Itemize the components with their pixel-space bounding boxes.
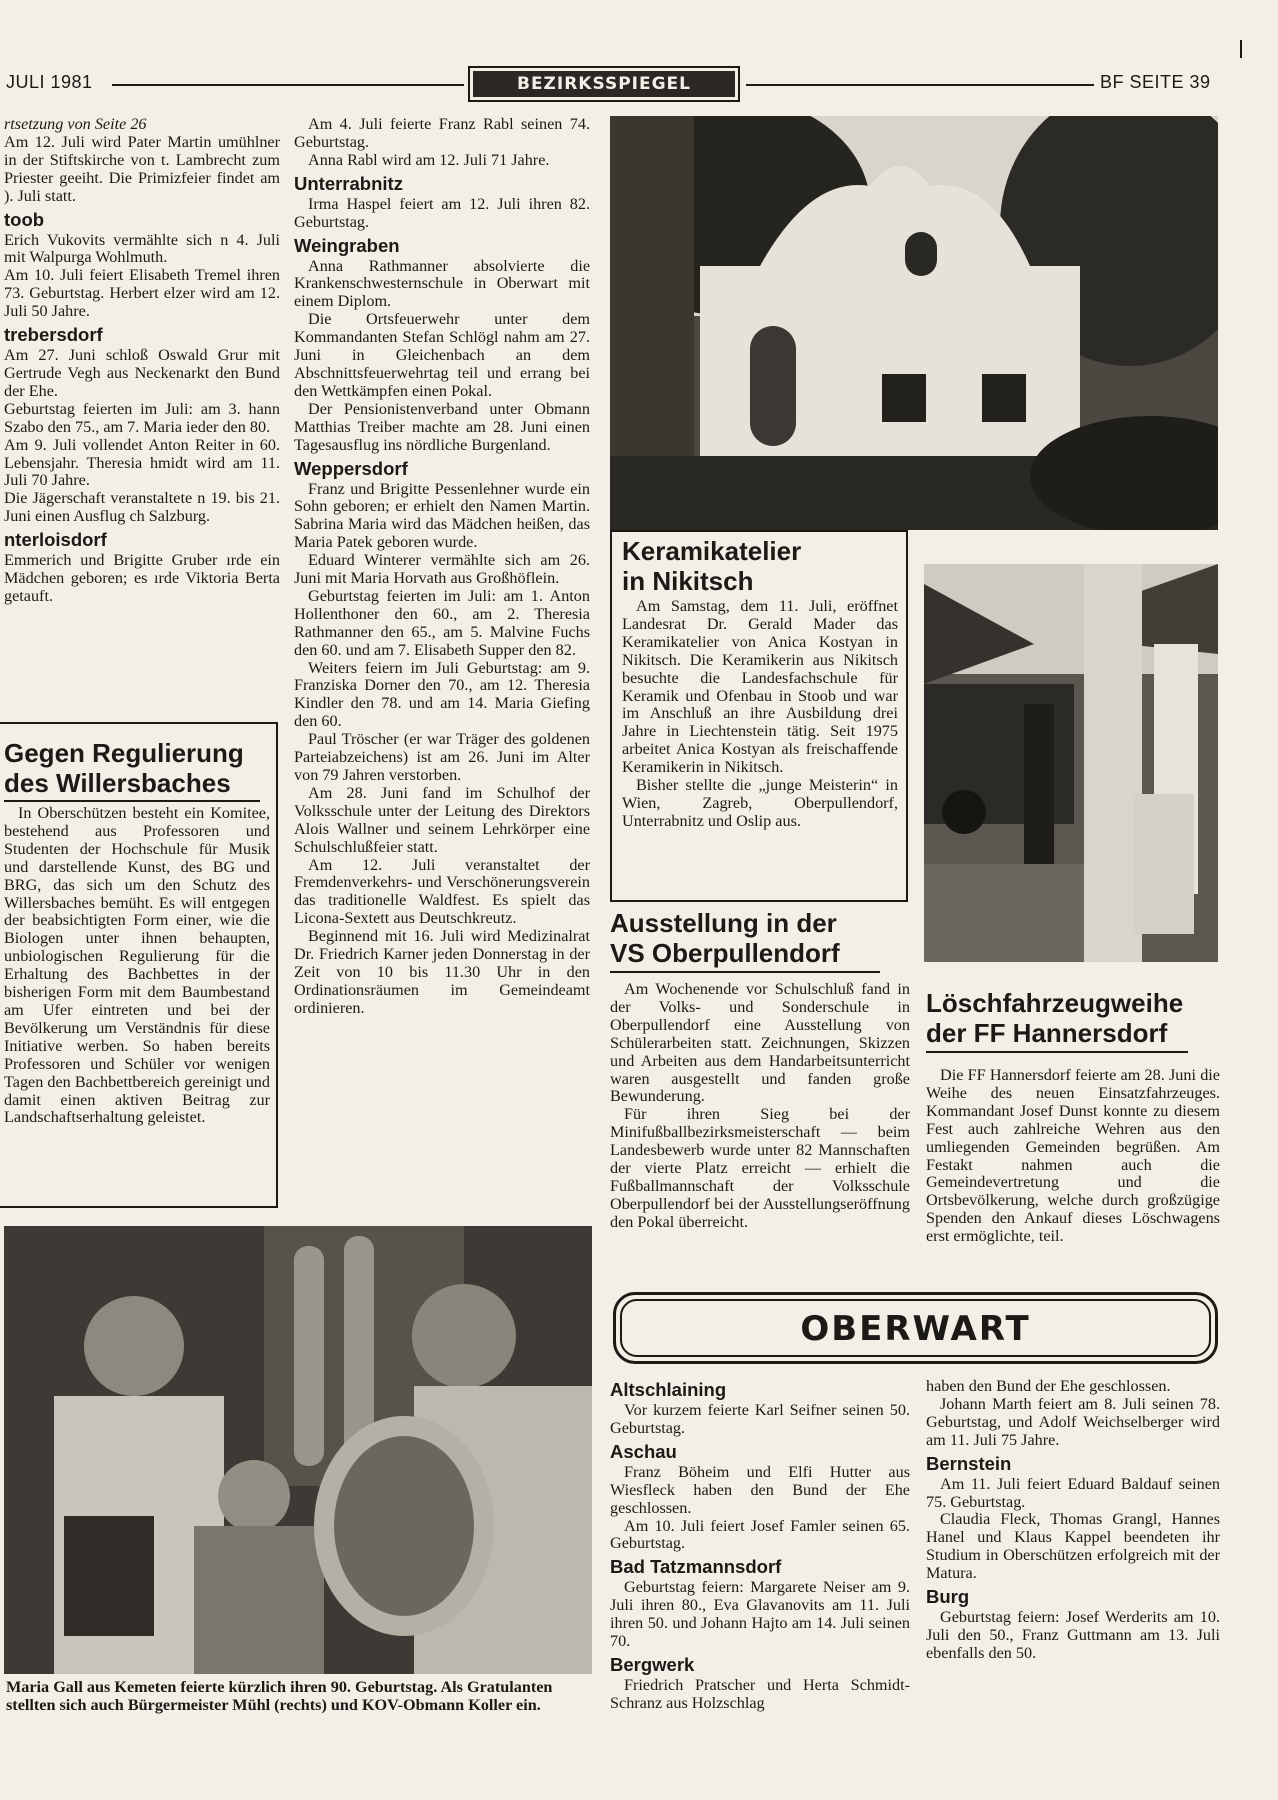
- column-1: [4, 116, 280, 606]
- fire-engine-photo: [924, 564, 1218, 962]
- article-text: haben den Bund der Ehe geschlossen.: [926, 1377, 1171, 1395]
- headline-rule: [610, 971, 880, 973]
- section-banner: [468, 66, 740, 102]
- article-text: Die FF Hannersdorf feierte am 28. Juni die Weihe des neuen Einsatzfahrzeuges. Kommandant Josef Dunst konnte zu diesem Fest auch zahlreiche Wehren aus den umliegenden Gemeinden begrüßen. Am Festakt nahmen auch die Gemeindevertretung und die Ortsbevölkerung, welche durch großzügige Spenden den Ankauf dieses Löschwagens erst ermöglichte, teil.: [926, 1066, 1220, 1246]
- article-text: Bisher stellte die „junge Meisterin“ in Wien, Zagreb, Oberpullendorf, Unterrabnitz und Oslip aus.: [622, 776, 898, 830]
- place-heading: Aschau: [610, 1440, 677, 1462]
- article-text: Geburtstag feiern: Margarete Neiser am 9. Juli ihren 80., Eva Glavanovits am 11. Juli ihren 50. und Johann Hajto am 14. Juli seinen 70.: [610, 1578, 910, 1651]
- article-text: Am 4. Juli feierte Franz Rabl seinen 74. Geburtstag.: [294, 115, 590, 151]
- district-title: OBERWART: [620, 1299, 1211, 1357]
- article-text: Weiters feiern im Juli Geburtstag: am 9. Franziska Dorner den 70., am 12. Theresia Kindler den 78. und am 14. Maria Giefing den 60.: [294, 658, 590, 731]
- column-2: [294, 116, 590, 1018]
- article-text: Am 9. Juli vollendet Anton Reiter in 60. Lebensjahr. Theresia hmidt wird am 11. Juli 70 Jahre.: [4, 435, 280, 490]
- issue-date: JULI 1981: [6, 72, 93, 92]
- article-text: Die Jägerschaft veranstaltete n 19. bis 21. Juni einen Ausflug ch Salzburg.: [4, 489, 280, 526]
- place-heading: trebersdorf: [4, 324, 103, 346]
- loesch-article: [926, 988, 1220, 1246]
- oberwart-column-left: [610, 1376, 910, 1713]
- article-text: Am 12. Juli wird Pater Martin umühlner in der Stiftskirche von t. Lambrecht zum Priester geeiht. Die Primizfeier findet am ). Juli statt.: [4, 132, 280, 205]
- article-text: In Oberschützen besteht ein Komitee, bestehend aus Professoren und Studenten der Hochschule für Musik und darstellende Kunst, des BG und BRG, das sich um den Schutz des Willersbaches bemüht. Es will entgegen der beabsichtigten Form einer, wie die Biologen unter ihnen behaupten, unbiologischen Regulierung für die Erhaltung des Bachbettes in der bisherigen Form mit dem Baumbestand am Ufer eintreten und bei der Bevölkerung um Verständnis für diese Initiative werben. So haben bereits Professoren und Schüler vor wenigen Tagen den Bachbettbereich gereinigt und damit einen aktiven Beitrag zur Landschaftserhaltung geleistet.: [4, 804, 270, 1127]
- header-rule-right: [746, 84, 1094, 86]
- ausstellung-article: [610, 908, 910, 1232]
- article-headline: Keramikatelier: [622, 536, 802, 566]
- willersbach-article: [4, 738, 270, 1127]
- article-text: Friedrich Pratscher und Herta Schmidt-Schranz aus Holzschlag: [610, 1675, 910, 1712]
- article-text: Irma Haspel feiert am 12. Juli ihren 82. Geburtstag.: [294, 194, 590, 231]
- article-text: Beginnend mit 16. Juli wird Medizinalrat Dr. Friedrich Karner jeden Donnerstag in der Zeit von 10 bis 11.30 Uhr in den Ordinationsräumen im Gemeindeamt ordinieren.: [294, 927, 590, 1017]
- place-heading: Unterrabnitz: [294, 172, 403, 194]
- article-headline: der FF Hannersdorf: [926, 1018, 1168, 1048]
- article-text: Geburtstag feierten im Juli: am 3. hann Szabo den 75., am 7. Maria ieder den 80.: [4, 399, 280, 436]
- birthday-photo: [4, 1226, 592, 1674]
- page-number: BF SEITE 39: [1100, 72, 1211, 92]
- headline-rule: [4, 800, 260, 802]
- birthday-photo-image: [4, 1226, 592, 1674]
- oberwart-column-right: [926, 1378, 1220, 1663]
- article-text: Erich Vukovits vermählte sich n 4. Juli mit Walpurga Wohlmuth.: [4, 230, 280, 267]
- keramik-article: [622, 536, 898, 831]
- oberwart-banner: [613, 1292, 1218, 1364]
- place-heading: nterloisdorf: [4, 529, 107, 551]
- place-heading: Weingraben: [294, 234, 400, 256]
- article-headline: Gegen Regulierung: [4, 738, 244, 768]
- article-text: Am 27. Juni schloß Oswald Grur mit Gertrude Vegh aus Neckenarkt den Bund der Ehe.: [4, 346, 280, 400]
- article-headline: Löschfahrzeugweihe: [926, 988, 1184, 1018]
- article-text: Am Samstag, dem 11. Juli, eröffnet Landesrat Dr. Gerald Mader das Keramikatelier von Anica Kostyan in Nikitsch. Die Keramikerin aus Nikitsch besuchte die Landesfachschule für Keramik und Ofenbau in Stoob und war im Anschluß an ihre Ausbildung drei Jahre in Liechtenstein tätig. Seit 1975 arbeitet Anica Kostyan als freischaffende Keramikerin in Nikitsch.: [622, 597, 898, 777]
- section-title: BEZIRKSSPIEGEL: [473, 71, 735, 97]
- article-text: Am 11. Juli feiert Eduard Baldauf seinen 75. Geburtstag.: [926, 1474, 1220, 1511]
- continuation-note: rtsetzung von Seite 26: [4, 115, 147, 133]
- article-text: Der Pensionistenverband unter Obmann Matthias Treiber machte am 28. Juni einen Tagesausflug ins nördliche Burgenland.: [294, 399, 590, 454]
- article-text: Am Wochenende vor Schulschluß fand in der Volks- und Sonderschule in Oberpullendorf eine Ausstellung von Schülerarbeiten statt. Zeichnungen, Skizzen und Arbeiten aus dem Handarbeitsunterricht waren ausgestellt und fanden große Bewunderung.: [610, 980, 910, 1106]
- place-heading: Bad Tatzmannsdorf: [610, 1556, 782, 1578]
- place-heading: Bergwerk: [610, 1653, 695, 1675]
- article-text: Am 10. Juli feiert Elisabeth Tremel ihren 73. Geburtstag. Herbert elzer wird am 12. Juli 50 Jahre.: [4, 266, 280, 321]
- article-text: Paul Tröscher (er war Träger des goldenen Parteiabzeichens) ist am 26. Juni im Alter von 79 Jahren verstorben.: [294, 730, 590, 784]
- house-photo-image: [610, 116, 1218, 530]
- fire-engine-photo-image: [924, 564, 1218, 962]
- article-text: Eduard Winterer vermählte sich am 26. Juni mit Maria Horvath aus Großhöflein.: [294, 551, 590, 588]
- article-text: Am 10. Juli feiert Josef Famler seinen 65. Geburtstag.: [610, 1516, 910, 1553]
- article-text: Die Ortsfeuerwehr unter dem Kommandanten Stefan Schlögl nahm am 27. Juni in Gleichenbach an dem Abschnittsfeuerwehrtag teil und errang bei den Wettkämpfen einen Pokal.: [294, 310, 590, 400]
- edge-mark: [1240, 40, 1242, 58]
- place-heading: Burg: [926, 1586, 970, 1608]
- place-heading: toob: [4, 208, 45, 230]
- article-text: Johann Marth feiert am 8. Juli seinen 78. Geburtstag, und Adolf Weichselberger wird am 11. Juli 75 Jahre.: [926, 1394, 1220, 1449]
- article-text: Claudia Fleck, Thomas Grangl, Hannes Hanel und Klaus Kappel beendeten ihr Studium in Oberschützen erfolgreich mit der Matura.: [926, 1510, 1220, 1583]
- article-text: Am 12. Juli veranstaltet der Fremdenverkehrs- und Verschönerungsverein das traditionelle Waldfest. Es spielt das Licona-Sextett aus Deutschkreutz.: [294, 855, 590, 928]
- article-text: Anna Rathmanner absolvierte die Krankenschwesternschule in Oberwart mit einem Diplom.: [294, 256, 590, 311]
- article-text: Geburtstag feierten im Juli: am 1. Anton Hollenthoner den 60., am 2. Theresia Rathmanner den 65., am 5. Malvine Fuchs den 60. und am 7. Elisabeth Supper den 82.: [294, 586, 590, 659]
- headline-rule: [926, 1051, 1188, 1053]
- article-text: Für ihren Sieg bei der Minifußballbezirksmeisterschaft — beim Landesbewerb wurde unter 82 Mannschaften der vierte Platz erreicht — erhielt die Fußballmannschaft der Volksschule Oberpullendorf bei der Ausstellungseröffnung den Pokal überreicht.: [610, 1105, 910, 1231]
- place-heading: Weppersdorf: [294, 457, 408, 479]
- article-headline: in Nikitsch: [622, 566, 754, 596]
- place-heading: Bernstein: [926, 1452, 1012, 1474]
- article-text: Anna Rabl wird am 12. Juli 71 Jahre.: [308, 150, 550, 169]
- photo-caption: Maria Gall aus Kemeten feierte kürzlich ihren 90. Geburtstag. Als Gratulanten stellten sich auch Bürgermeister Mühl (rechts) und KOV-Obmann Koller ein.: [6, 1678, 553, 1714]
- article-text: Vor kurzem feierte Karl Seifner seinen 50. Geburtstag.: [610, 1401, 910, 1437]
- header-rule-left: [112, 84, 464, 86]
- article-headline: Ausstellung in der: [610, 908, 837, 938]
- place-heading: Altschlaining: [610, 1379, 727, 1400]
- article-headline: des Willersbaches: [4, 768, 231, 798]
- article-text: Franz und Brigitte Pessenlehner wurde ein Sohn geboren; er erhielt den Namen Martin. Sabrina Maria wird das Mädchen heißen, das Maria Patek geboren wurde.: [294, 479, 590, 552]
- article-text: Emmerich und Brigitte Gruber ırde ein Mädchen geboren; es ırde Viktoria Berta getauft.: [4, 551, 280, 605]
- article-text: Am 28. Juni fand im Schulhof der Volksschule unter der Leitung des Direktors Alois Wallner und seinem Lehrkörper eine Schulschlußfeier statt.: [294, 783, 590, 856]
- article-headline: VS Oberpullendorf: [610, 938, 840, 968]
- article-text: Franz Böheim und Elfi Hutter aus Wiesfleck haben den Bund der Ehe geschlossen.: [610, 1462, 910, 1517]
- house-photo: [610, 116, 1218, 530]
- article-text: Geburtstag feiern: Josef Werderits am 10. Juli den 50., Franz Guttmann am 13. Juli ebenfalls den 50.: [926, 1608, 1220, 1662]
